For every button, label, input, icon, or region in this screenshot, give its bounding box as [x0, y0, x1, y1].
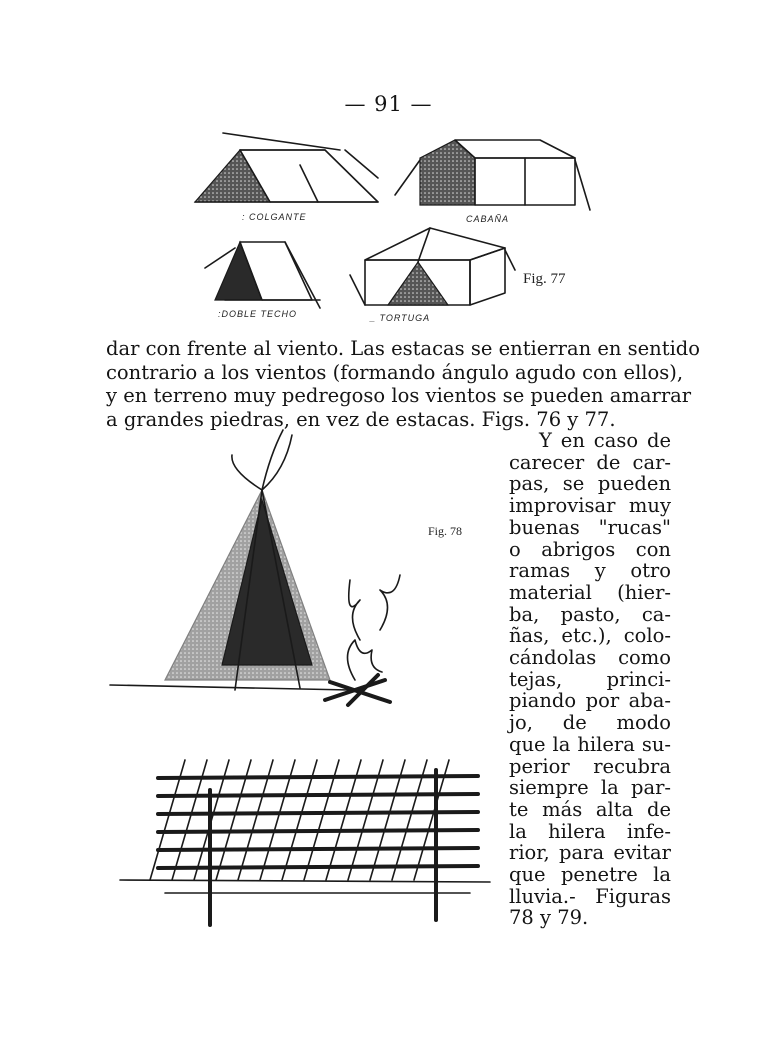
side-line: buenas "rucas"	[509, 515, 671, 539]
side-paragraph	[509, 430, 671, 929]
side-line: lluvia.- Figuras	[509, 884, 671, 908]
side-line: tejas, princi-	[509, 667, 671, 691]
side-line: jo, de modo	[509, 711, 671, 735]
side-line: ramas y otro	[509, 559, 671, 583]
lattice-horizontal-rod	[158, 812, 478, 814]
side-line: improvisar muy	[509, 494, 671, 518]
side-line: la hilera infe-	[509, 819, 671, 843]
lattice-horizontal-rod	[158, 866, 478, 868]
tent-label-doble-techo: :DOBLE TECHO	[218, 309, 298, 319]
main-line: a grandes piedras, en vez de estacas. Figs. 76 y 77.	[106, 407, 616, 431]
side-line: Y en caso de	[539, 429, 671, 452]
main-line: dar con frente al viento. Las estacas se entierran en sentido	[106, 337, 701, 360]
side-line: ñas, etc.), colo-	[509, 624, 671, 648]
page-number: — 91 —	[344, 92, 433, 116]
side-line: o abrigos con	[509, 537, 671, 561]
side-line: te más alta de	[509, 797, 671, 821]
side-line: cándolas como	[509, 646, 671, 670]
side-line: pas, se pueden	[509, 472, 671, 496]
side-line: ba, pasto, ca-	[509, 602, 671, 626]
side-line: siempre la par-	[509, 776, 671, 800]
tent-label-colgante: : COLGANTE	[242, 212, 307, 222]
lattice-horizontal-rod	[158, 794, 478, 796]
lattice-drawing	[120, 760, 490, 925]
side-line: material (hier-	[509, 580, 671, 604]
main-line: contrario a los vientos (formando ángulo agudo con ellos),	[106, 360, 684, 384]
lattice-horizontal-rod	[158, 776, 478, 778]
side-line: que la hilera su-	[509, 732, 671, 756]
main-line: y en terreno muy pedregoso los vientos se pueden amarrar	[106, 384, 692, 407]
side-line: 78 y 79.	[509, 906, 589, 930]
side-line: rior, para evitar	[509, 841, 671, 865]
tent-label-cabana: CABAÑA	[466, 214, 510, 224]
side-line: carecer de car-	[509, 450, 671, 474]
fig-78-label: Fig. 78	[428, 524, 463, 538]
side-line: piando por aba-	[509, 689, 671, 713]
side-line: que penetre la	[509, 863, 671, 887]
tent-label-tortuga: _ TORTUGA	[370, 313, 431, 323]
side-line: perior recubra	[509, 754, 671, 778]
lattice-horizontal-rod	[158, 848, 478, 850]
fig-77-label: Fig. 77	[523, 271, 566, 287]
